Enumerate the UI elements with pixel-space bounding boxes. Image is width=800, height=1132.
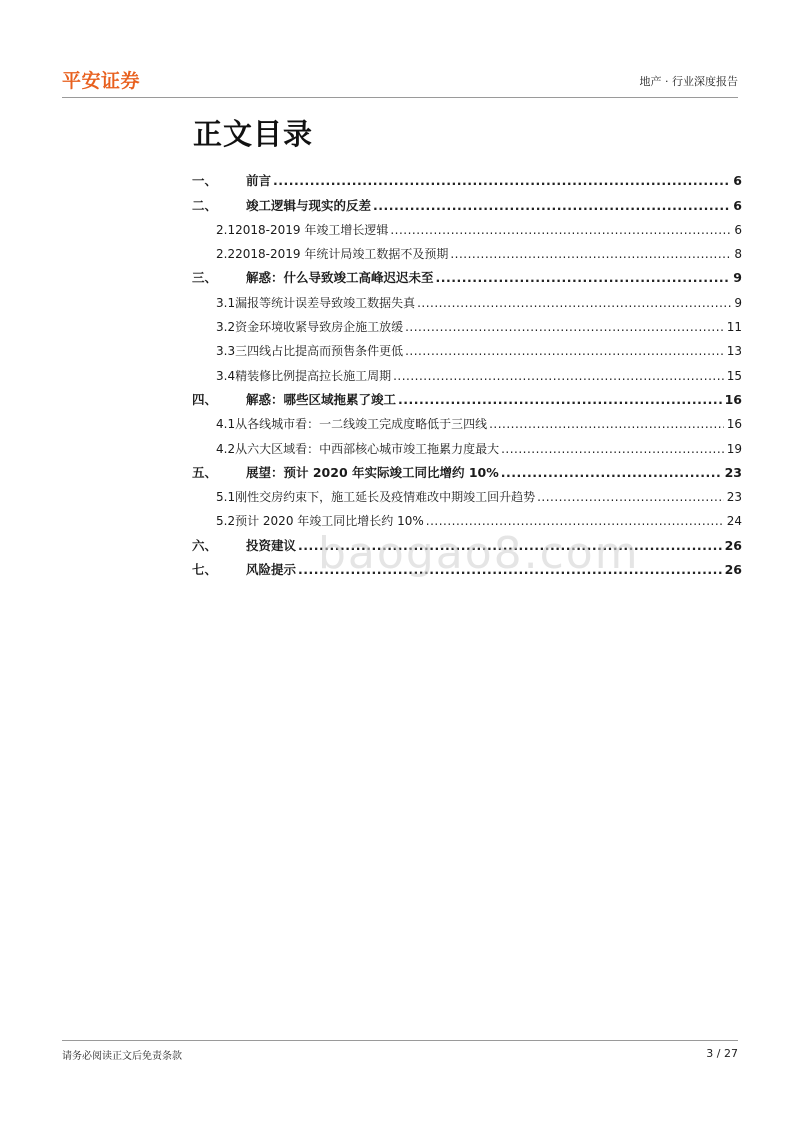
toc-entry-number: 七、: [192, 562, 218, 578]
watermark: baogao8.com: [318, 528, 640, 579]
toc-entry-title: 从各线城市看：一二线竣工完成度略低于三四线: [235, 417, 488, 432]
toc-entry-section[interactable]: [192, 435, 742, 459]
toc-entry-title: 预计 2020 年竣工同比增长约 10%: [235, 514, 424, 529]
toc-entry-chapter[interactable]: [192, 265, 742, 289]
toc-entry-chapter[interactable]: [192, 387, 742, 411]
toc-entry-section[interactable]: [192, 338, 742, 362]
toc-dot-leader: [405, 319, 724, 335]
toc-entry-title: 从六大区域看：中西部核心城市竣工拖累力度最大: [235, 441, 500, 456]
toc-entry-number: 三、: [192, 270, 218, 286]
toc-entry-number: 2.2: [216, 247, 236, 262]
toc-entry-number: 2.1: [216, 222, 236, 237]
toc-entry-title: 前言: [246, 173, 272, 189]
toc-entry-number: 3.2: [216, 320, 236, 335]
toc-dot-leader: [436, 270, 731, 286]
toc-entry-page: 13: [726, 344, 742, 359]
toc-entry-page: 26: [724, 537, 742, 553]
toc-entry-number: 四、: [192, 391, 218, 407]
toc-entry-title: 刚性交房约束下，施工延长及疫情难改中期竣工回升趋势: [235, 490, 536, 505]
toc-entry-number: 5.1: [216, 490, 236, 505]
toc-entry-section[interactable]: [192, 217, 742, 241]
toc-entry-section[interactable]: [192, 362, 742, 386]
toc-entry-title: 三四线占比提高而预售条件更低: [235, 344, 404, 359]
toc-entry-page: 9: [733, 270, 742, 286]
toc-dot-leader: [373, 198, 730, 214]
toc-entry-section[interactable]: [192, 241, 742, 265]
toc-entry-chapter[interactable]: [192, 192, 742, 216]
toc-entry-page: 19: [726, 441, 742, 456]
toc-entry-title: 展望：预计 2020 年实际竣工同比增约 10%: [246, 464, 499, 480]
toc-entry-title: 风险提示: [246, 562, 297, 578]
toc-entry-number: 六、: [192, 537, 218, 553]
toc-entry-number: 5.2: [216, 514, 236, 529]
toc-entry-page: 9: [734, 295, 742, 310]
footer-divider: [62, 1040, 738, 1041]
toc-entry-title: 解惑：什么导致竣工高峰迟迟未至: [246, 270, 434, 286]
toc-dot-leader: [390, 222, 731, 238]
toc-dot-leader: [450, 246, 731, 262]
toc-entry-title: 投资建议: [246, 537, 297, 553]
toc-entry-title: 2018-2019 年竣工增长逻辑: [235, 222, 389, 237]
toc-entry-number: 五、: [192, 464, 218, 480]
toc-entry-section[interactable]: [192, 411, 742, 435]
toc-entry-page: 16: [724, 391, 742, 407]
toc-entry-number: 4.2: [216, 441, 236, 456]
toc-entry-title: 精装修比例提高拉长施工周期: [235, 368, 392, 383]
toc-entry-number: 二、: [192, 197, 218, 213]
toc-entry-section[interactable]: [192, 289, 742, 313]
report-category: 地产 · 行业深度报告: [639, 75, 738, 88]
toc-entry-page: 8: [734, 247, 742, 262]
toc-dot-leader: [417, 295, 731, 311]
toc-entry-chapter[interactable]: [192, 460, 742, 484]
toc-dot-leader: [501, 441, 724, 457]
toc-entry-page: 16: [726, 417, 742, 432]
toc-entry-title: 漏报等统计误差导致竣工数据失真: [235, 295, 416, 310]
toc-entry-page: 11: [726, 320, 742, 335]
toc-dot-leader: [398, 392, 722, 408]
toc-entry-page: 6: [734, 222, 742, 237]
toc-dot-leader: [489, 416, 724, 432]
toc-entry-title: 2018-2019 年统计局竣工数据不及预期: [235, 247, 449, 262]
toc-entry-number: 3.1: [216, 295, 236, 310]
toc-entry-page: 6: [733, 173, 742, 189]
toc-entry-title: 解惑：哪些区域拖累了竣工: [246, 391, 397, 407]
toc-dot-leader: [501, 465, 722, 481]
page-number: 3 / 27: [706, 1047, 738, 1060]
toc-entry-page: 26: [724, 562, 742, 578]
toc-entry-section[interactable]: [192, 484, 742, 508]
toc-entry-number: 3.3: [216, 344, 236, 359]
toc-dot-leader: [393, 368, 724, 384]
table-of-contents: [192, 168, 742, 581]
toc-dot-leader: [537, 489, 724, 505]
toc-entry-number: 4.1: [216, 417, 236, 432]
toc-dot-leader: [405, 343, 724, 359]
toc-entry-page: 23: [726, 490, 742, 505]
toc-entry-page: 6: [733, 197, 742, 213]
header-divider: [62, 97, 738, 98]
toc-entry-section[interactable]: [192, 314, 742, 338]
toc-entry-title: 资金环境收紧导致房企施工放缓: [235, 320, 404, 335]
brand-logo: 平安证券: [62, 70, 141, 92]
toc-entry-number: 3.4: [216, 368, 236, 383]
toc-entry-page: 24: [726, 514, 742, 529]
toc-dot-leader: [273, 173, 730, 189]
toc-entry-title: 竣工逻辑与现实的反差: [246, 197, 372, 213]
footer-disclaimer: 请务必阅读正文后免责条款: [62, 1051, 182, 1062]
toc-entry-number: 一、: [192, 173, 218, 189]
toc-entry-chapter[interactable]: [192, 168, 742, 192]
toc-entry-page: 15: [726, 368, 742, 383]
toc-title: 正文目录: [193, 117, 314, 151]
toc-entry-page: 23: [724, 464, 742, 480]
